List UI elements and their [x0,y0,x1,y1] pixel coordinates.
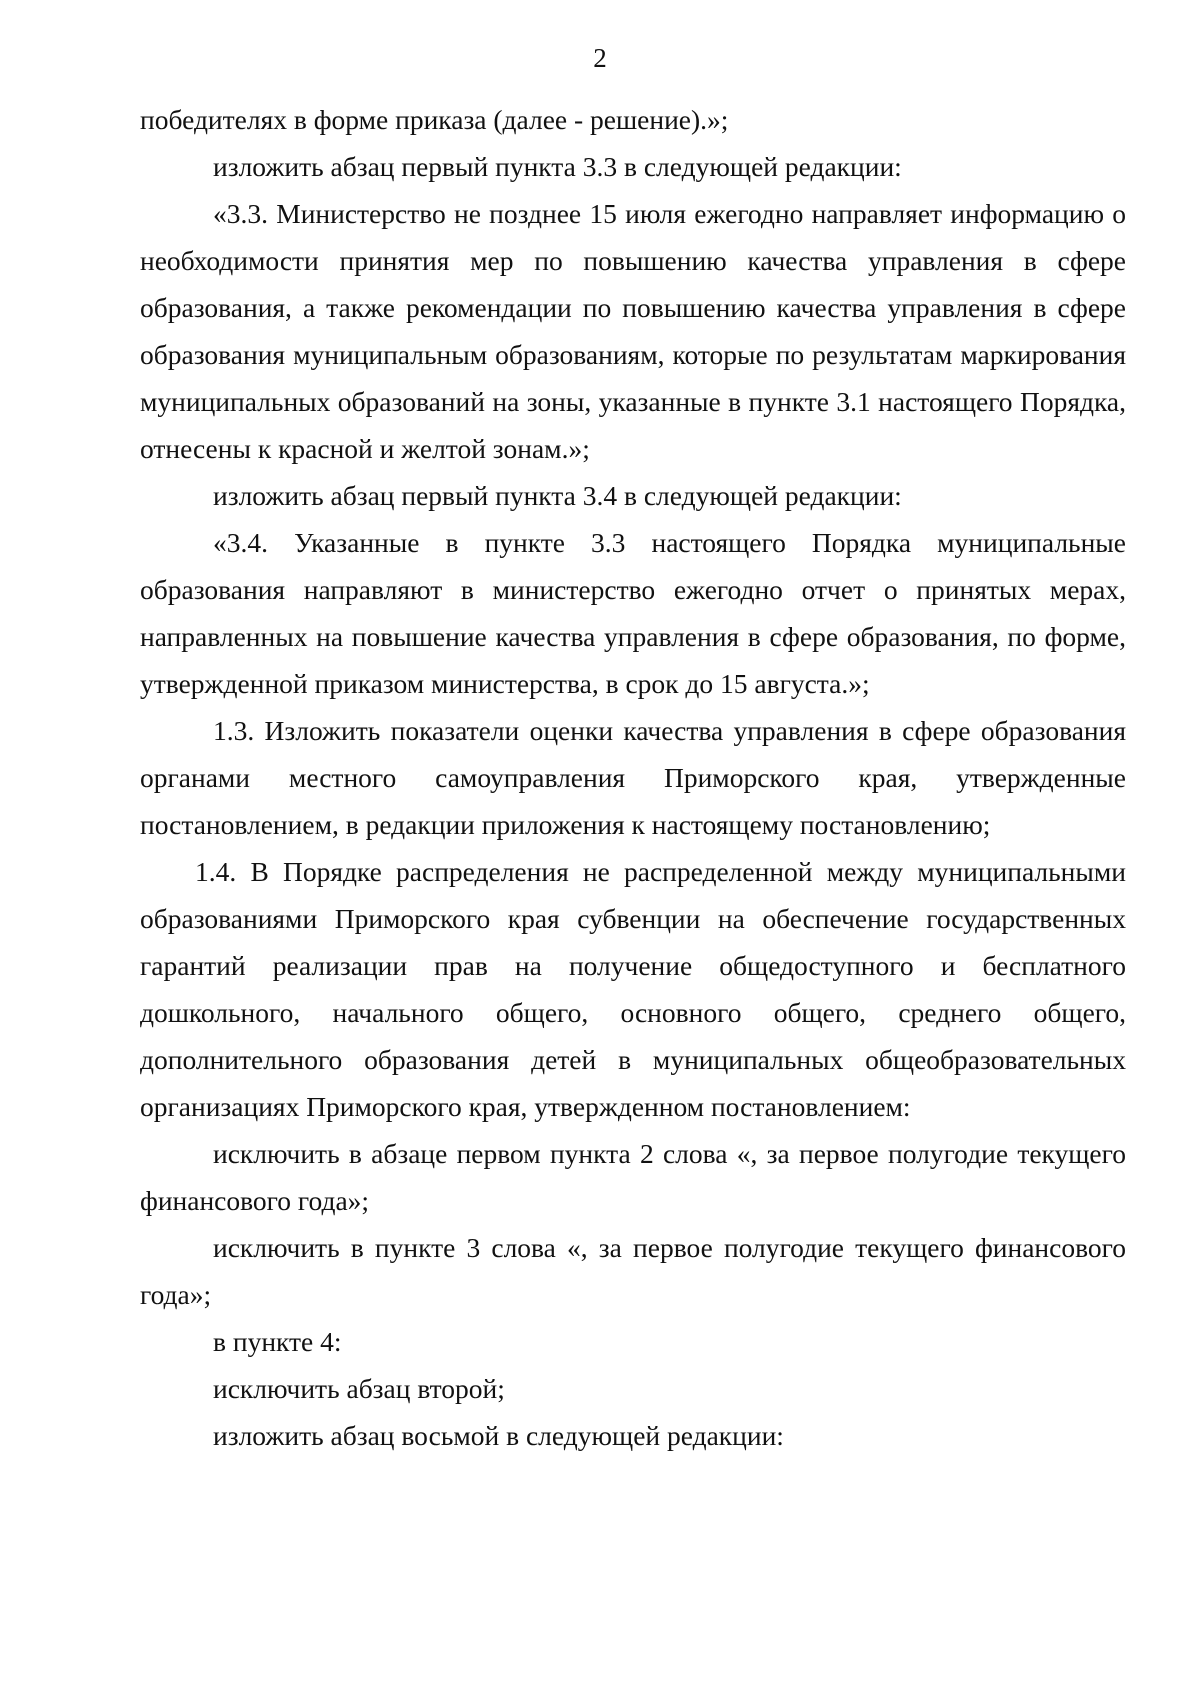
paragraph-clause-3-3: «3.3. Министерство не позднее 15 июля ежегодно направляет информацию о необходимости принятия мер по повышению качества управления в сфере образования, а также рекомендации по повышению качества управления в сфере образования муниципальным образованиям, которые по результатам маркирования муниципальных образований на зоны, указанные в пункте 3.1 настоящего Порядка, отнесены к красной и желтой зонам.»; [140,198,1126,464]
paragraph-instruction-3-4: изложить абзац первый пункта 3.4 в следующей редакции: [213,480,902,511]
paragraph-amend-point-3: исключить в пункте 3 слова «, за первое полугодие текущего финансового года»; [140,1232,1126,1310]
paragraph-item-1-4: 1.4. В Порядке распределения не распределенной между муниципальными образованиями Приморского края субвенции на обеспечение государственных гарантий реализации прав на получение общедоступного и бесплатного дошкольного, начального общего, основного общего, среднего общего, дополнительного образования детей в муниципальных общеобразовательных организациях Приморского края, утвержденном постановлением: [140,856,1126,1122]
paragraph-instruction-3-3: изложить абзац первый пункта 3.3 в следующей редакции: [213,151,902,182]
paragraph-continuation: победителях в форме приказа (далее - решение).»; [140,104,729,135]
page-number: 2 [593,43,607,73]
paragraph-item-1-3: 1.3. Изложить показатели оценки качества управления в сфере образования органами местного самоуправления Приморского края, утвержденные постановлением, в редакции приложения к настоящему постановлению; [140,715,1126,840]
paragraph-exclude-second: исключить абзац второй; [213,1373,505,1404]
paragraph-clause-3-4: «3.4. Указанные в пункте 3.3 настоящего Порядка муниципальные образования направляют в министерство ежегодно отчет о принятых мерах, направленных на повышение качества управления в сфере образования, по форме, утвержденной приказом министерства, в срок до 15 августа.»; [140,527,1126,699]
paragraph-point-4: в пункте 4: [213,1326,342,1357]
paragraph-amend-point-2: исключить в абзаце первом пункта 2 слова «, за первое полугодие текущего финансового года»; [140,1138,1126,1216]
document-body [140,96,1126,1459]
paragraph-restate-eighth: изложить абзац восьмой в следующей редакции: [213,1420,784,1451]
